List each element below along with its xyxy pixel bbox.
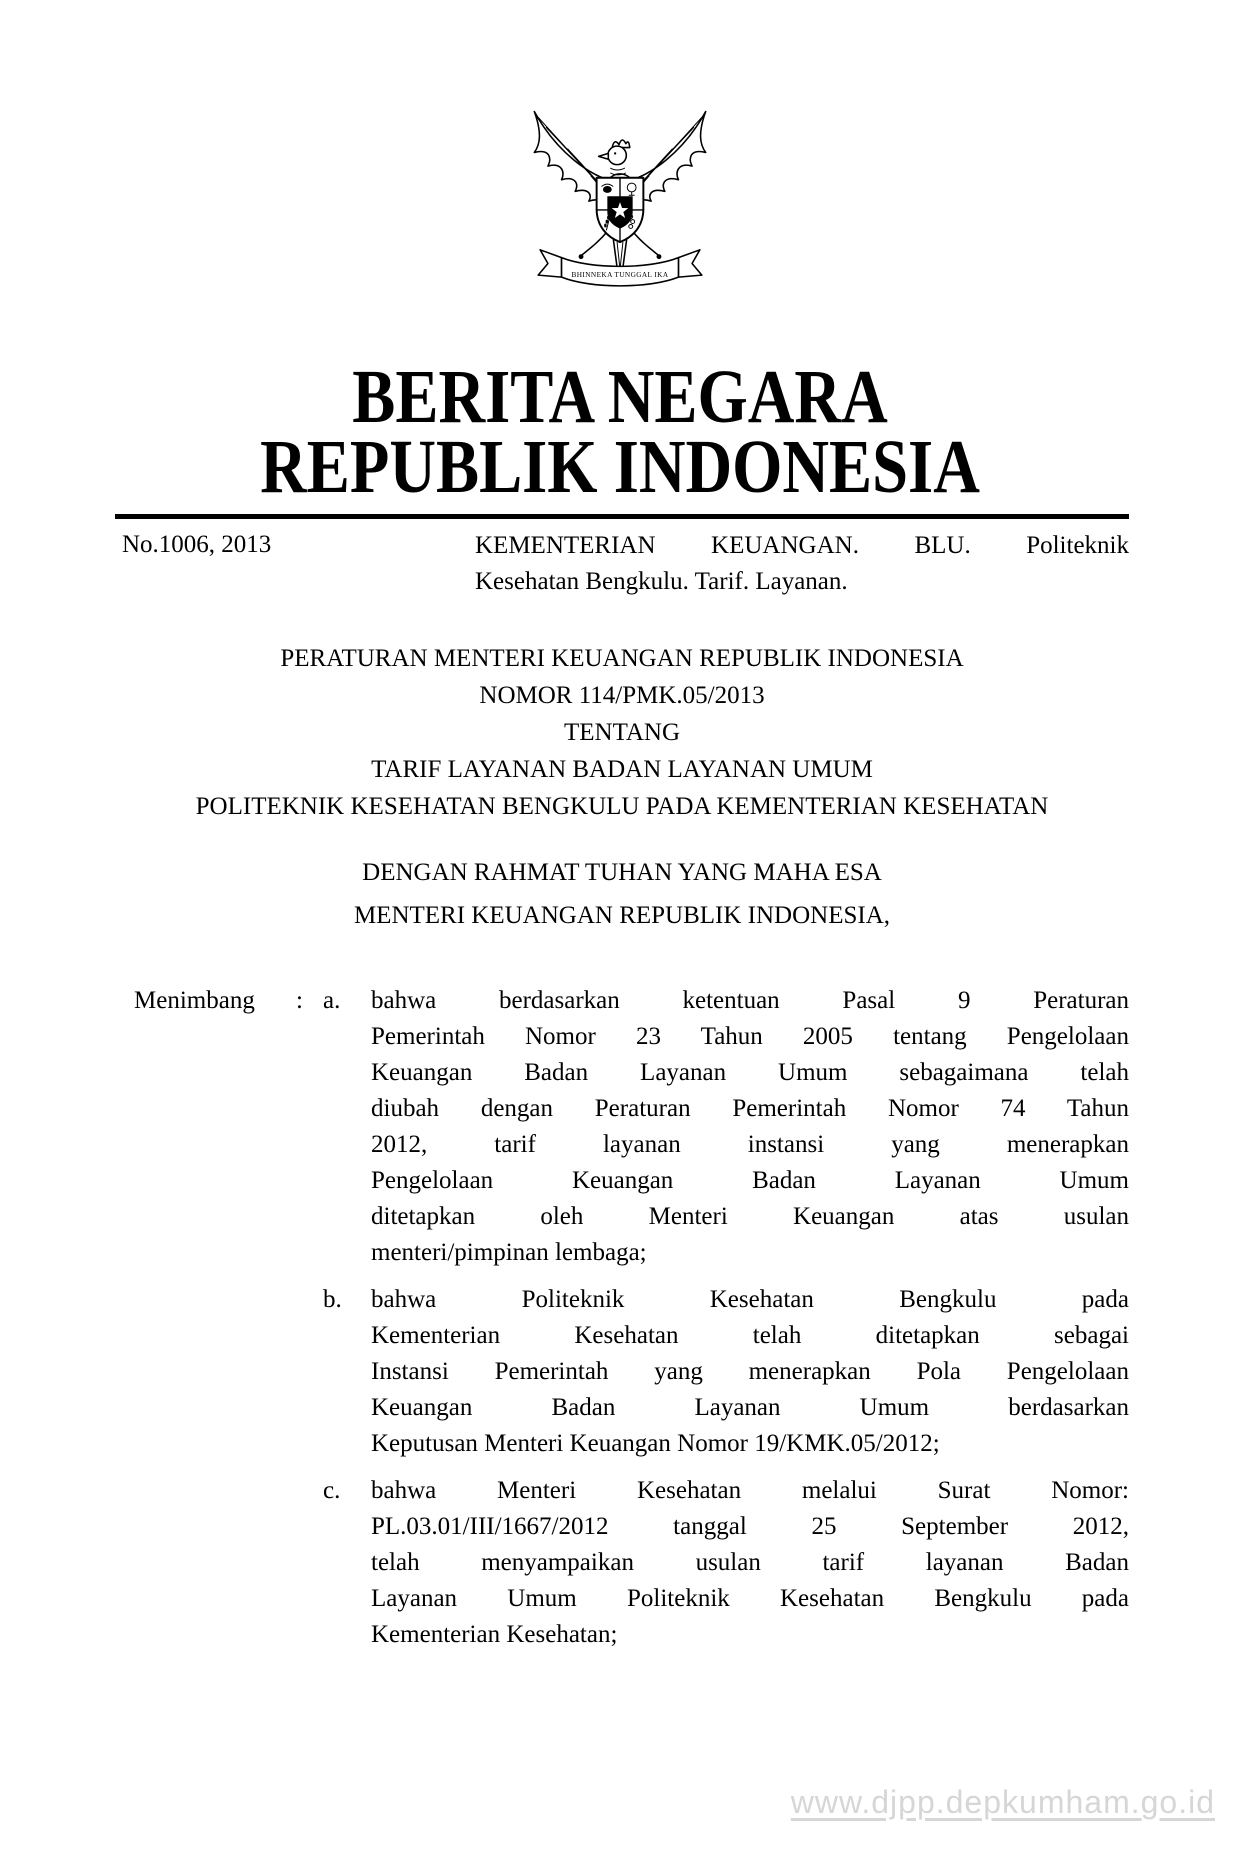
considering-item-c: [323, 1473, 1129, 1653]
considering-item-b: [323, 1282, 1129, 1462]
invocation-line2: MENTERI KEUANGAN REPUBLIK INDONESIA,: [353, 902, 891, 929]
item-line: bahwa berdasarkan ketentuan Pasal 9 Peraturan: [371, 987, 1129, 1014]
considering-head: [134, 983, 323, 1019]
regulation-subject-line2: POLITEKNIK KESEHATAN BENGKULU PADA KEMENTERIAN KESEHATAN: [195, 793, 1049, 820]
emblem-container: [0, 94, 1240, 318]
subject-line: KEMENTERIAN KEUANGAN. BLU. Politeknik: [475, 532, 1129, 559]
regulation-number: NOMOR 114/PMK.05/2013: [479, 682, 765, 709]
invocation-line1: DENGAN RAHMAT TUHAN YANG MAHA ESA: [362, 859, 882, 886]
item-letter: b.: [323, 1286, 342, 1313]
regulation-subject-line1: TARIF LAYANAN BADAN LAYANAN UMUM: [371, 756, 873, 783]
item-text: [371, 983, 1129, 1271]
gazette-subject: [475, 528, 1129, 600]
eagle-head-icon: [599, 140, 630, 165]
item-line: Pengelolaan Keuangan Badan Layanan Umum: [371, 1167, 1129, 1194]
garuda-pancasila-icon: [517, 94, 723, 318]
item-line: Pemerintah Nomor 23 Tahun 2005 tentang Pengelolaan: [371, 1023, 1129, 1050]
pancasila-shield-icon: [597, 178, 644, 242]
header-divider: [115, 514, 1129, 519]
item-line: Keuangan Badan Layanan Umum berdasarkan: [371, 1394, 1129, 1421]
gazette-title-line2: REPUBLIK INDONESIA: [260, 425, 980, 509]
item-text: [371, 1473, 1129, 1653]
gazette-header-row: [115, 528, 1129, 600]
tentang-label: TENTANG: [563, 719, 681, 746]
item-line: bahwa Menteri Kesehatan melalui Surat Nomor:: [371, 1477, 1129, 1504]
considering-label: Menimbang: [134, 987, 255, 1014]
invocation-block: [115, 851, 1129, 937]
item-line: Layanan Umum Politeknik Kesehatan Bengkulu pada: [371, 1585, 1129, 1612]
item-line: Kementerian Kesehatan;: [371, 1621, 618, 1648]
item-line: diubah dengan Peraturan Pemerintah Nomor 74 Tahun: [371, 1095, 1129, 1122]
considering-section: [134, 983, 1129, 1664]
item-letter: a.: [323, 987, 341, 1014]
subject-line: Kesehatan Bengkulu. Tarif. Layanan.: [475, 568, 848, 595]
item-letter: c.: [323, 1477, 341, 1504]
watermark-url: www.djpp.depkumham.go.id: [790, 1784, 1215, 1820]
item-line: telah menyampaikan usulan tarif layanan Badan: [371, 1549, 1129, 1576]
item-text: [371, 1282, 1129, 1462]
gazette-masthead: [93, 355, 1147, 509]
item-line: bahwa Politeknik Kesehatan Bengkulu pada: [371, 1286, 1129, 1313]
item-line: Instansi Pemerintah yang menerapkan Pola Pengelolaan: [371, 1358, 1129, 1385]
item-line: PL.03.01/III/1667/2012 tanggal 25 September 2012,: [371, 1513, 1129, 1540]
item-line: ditetapkan oleh Menteri Keuangan atas usulan: [371, 1203, 1129, 1230]
emblem-motto: BHINNEKA TUNGGAL IKA: [571, 270, 669, 280]
item-line: Kementerian Kesehatan telah ditetapkan sebagai: [371, 1322, 1129, 1349]
item-line: menteri/pimpinan lembaga;: [371, 1239, 647, 1266]
considering-item-a: [323, 983, 1129, 1271]
regulation-title: PERATURAN MENTERI KEUANGAN REPUBLIK INDONESIA: [280, 645, 964, 672]
gazette-title-line1: BERITA NEGARA: [352, 355, 888, 439]
regulation-title-block: [115, 640, 1129, 825]
item-line: Keuangan Badan Layanan Umum sebagaimana telah: [371, 1059, 1129, 1086]
gazette-number: No.1006, 2013: [122, 531, 272, 558]
item-line: Keputusan Menteri Keuangan Nomor 19/KMK.05/2012;: [371, 1430, 940, 1457]
considering-colon: :: [296, 987, 303, 1014]
item-line: 2012, tarif layanan instansi yang menerapkan: [371, 1131, 1129, 1158]
document-page: [0, 94, 1240, 1820]
considering-items: [323, 983, 1129, 1664]
